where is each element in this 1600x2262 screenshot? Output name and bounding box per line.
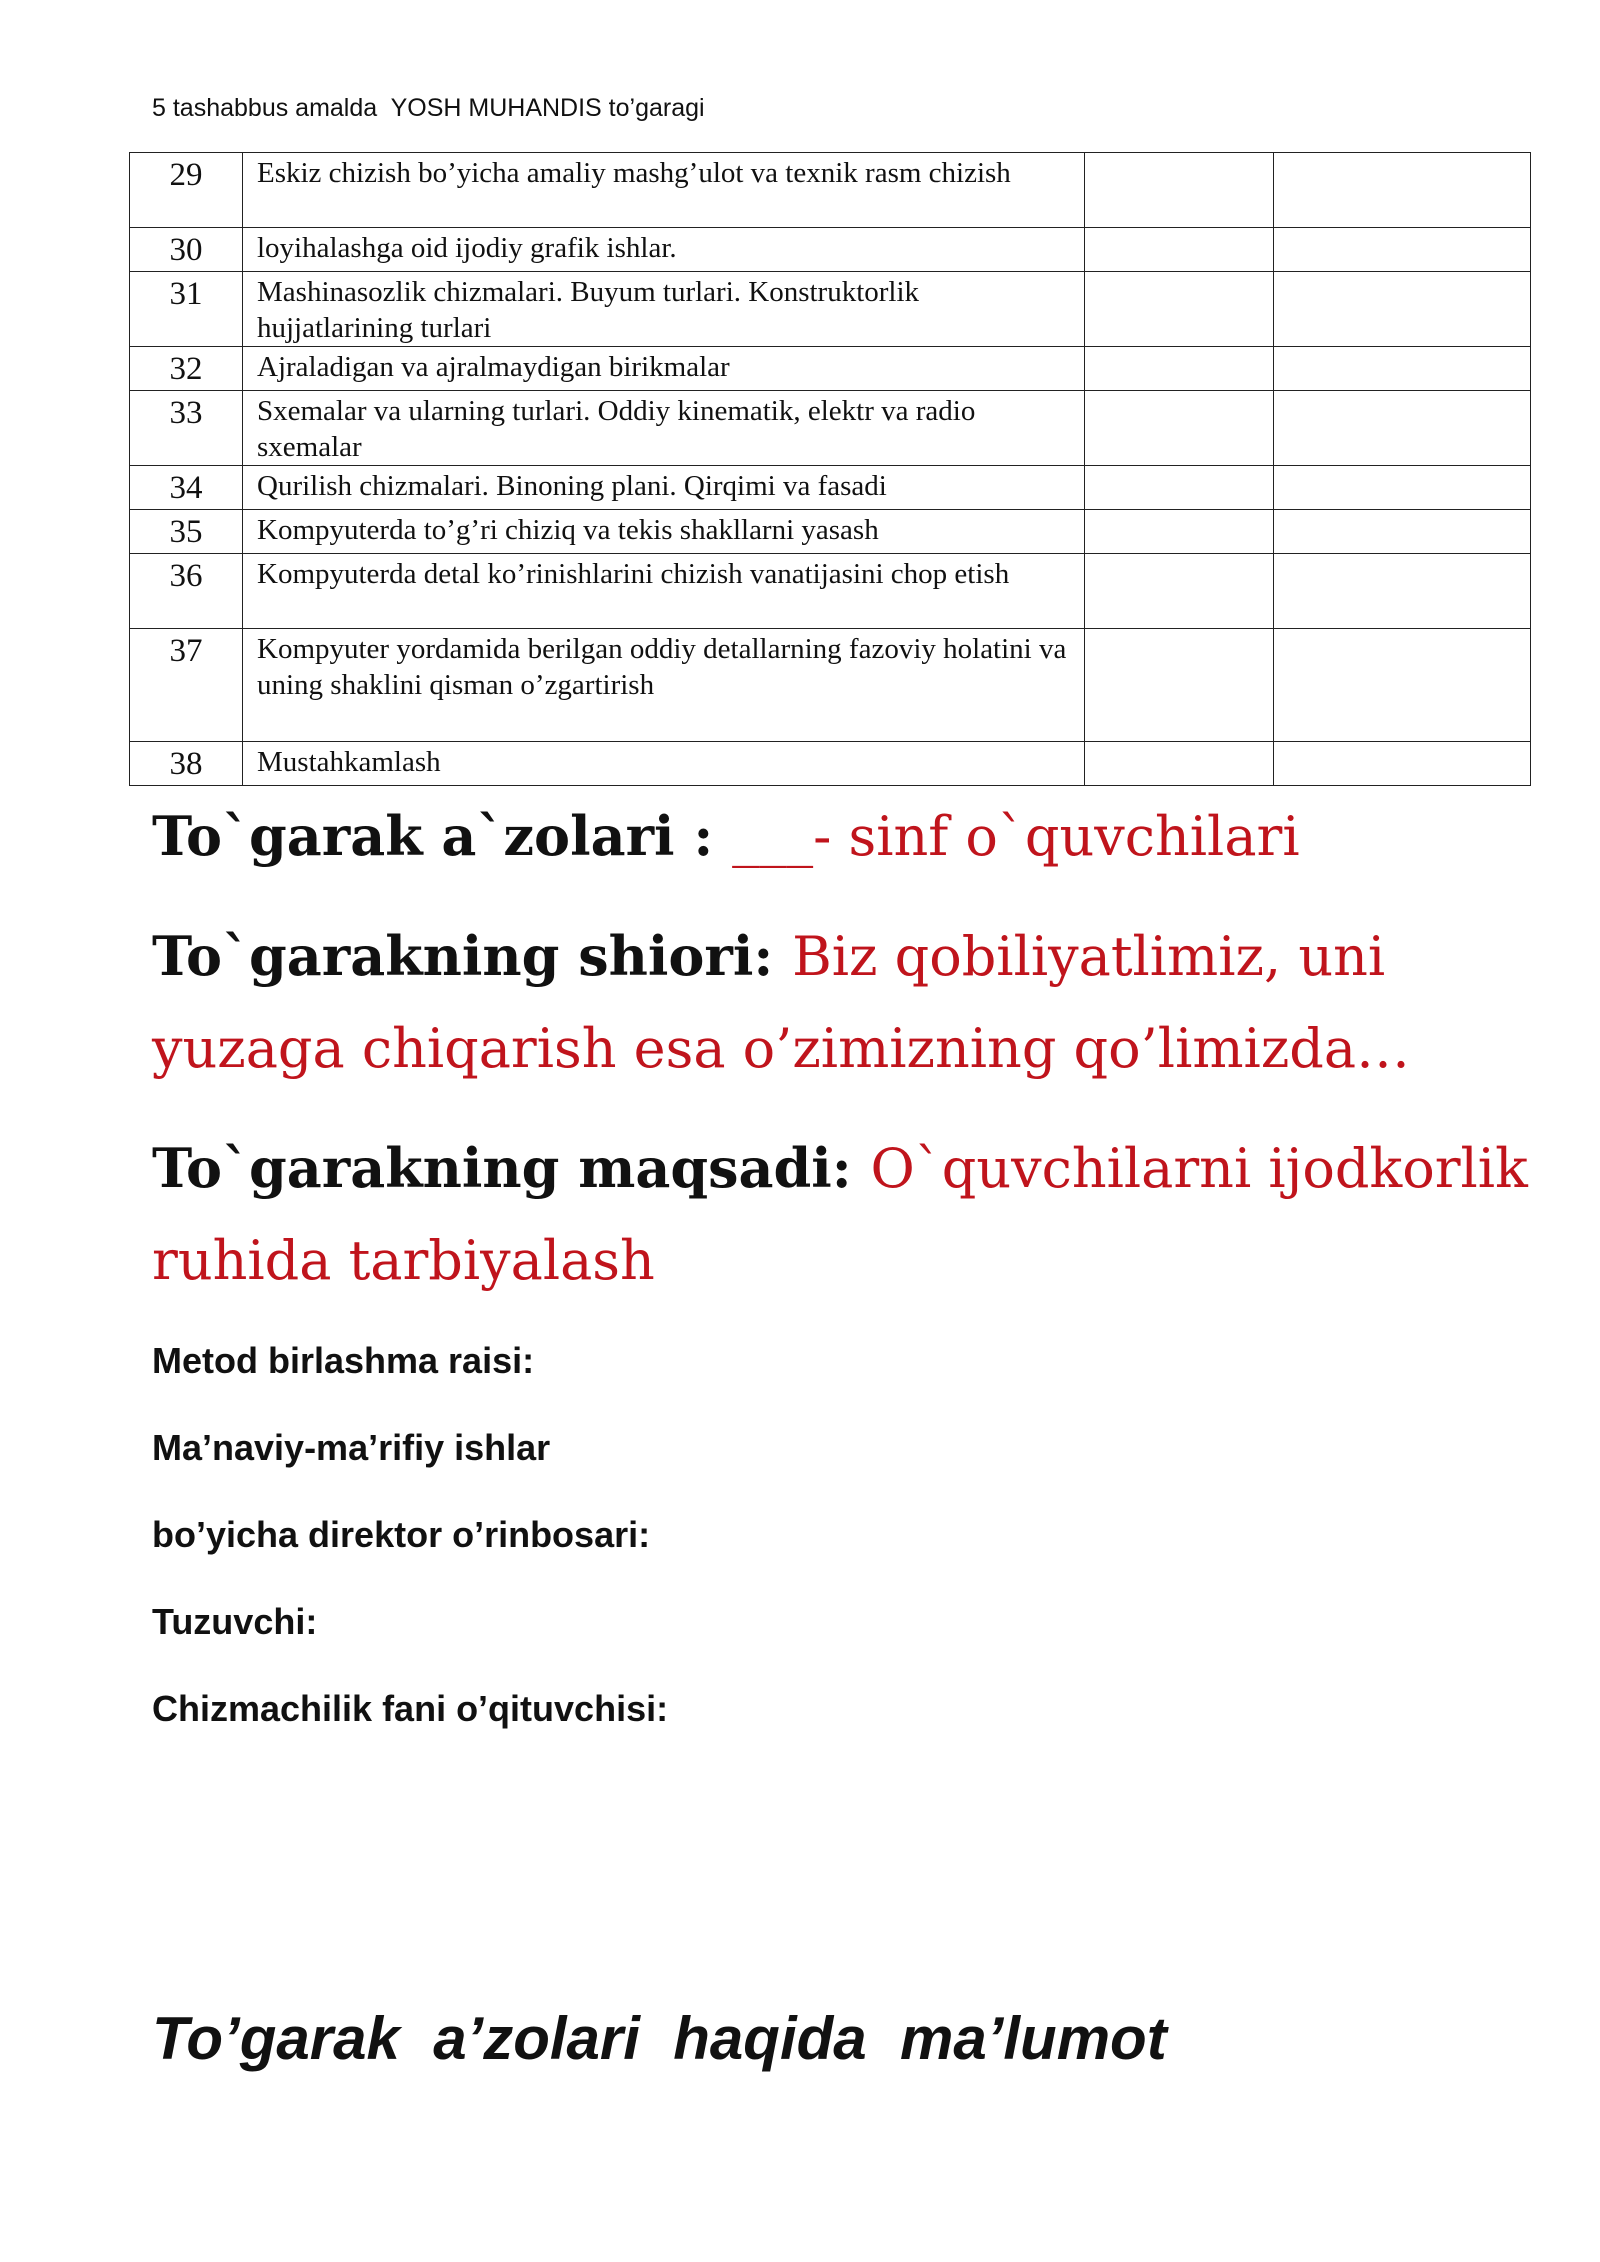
row-number: 30 [130, 228, 243, 272]
row-number: 34 [130, 466, 243, 510]
goal-line-2 [152, 1215, 1552, 1307]
deputy-label-line-2: bo’yicha direktor o’rinbosari: [152, 1514, 651, 1555]
teacher-label: Chizmachilik fani o’qituvchisi: [152, 1688, 669, 1729]
goal-value-1: O`quvchilarni ijodkorlik [870, 1137, 1528, 1200]
method-chair-label: Metod birlashma raisi: [152, 1340, 535, 1381]
page-header: 5 tashabbus amalda YOSH MUHANDIS to’garagi [152, 94, 705, 122]
empty-cell [1085, 510, 1274, 554]
row-number: 29 [130, 153, 243, 228]
deputy-label-line-1: Ma’naviy-ma’rifiy ishlar [152, 1427, 551, 1468]
members-value: ___- sinf o`quvchilari [732, 805, 1300, 868]
motto-line-2 [152, 1003, 1552, 1095]
compiler-label: Tuzuvchi: [152, 1601, 318, 1642]
row-topic: Ajraladigan va ajralmaydigan birikmalar [243, 347, 1085, 391]
row-topic: Sxemalar va ularning turlari. Oddiy kinematik, elektr va radio sxemalar [243, 391, 1085, 466]
motto-line-1 [152, 910, 1552, 1003]
row-number: 36 [130, 554, 243, 629]
empty-cell [1274, 272, 1531, 347]
table-row [130, 629, 1531, 742]
members-line [152, 790, 1552, 883]
empty-cell [1085, 466, 1274, 510]
empty-cell [1274, 510, 1531, 554]
row-topic: Mustahkamlash [243, 742, 1085, 786]
empty-cell [1274, 629, 1531, 742]
motto-value-2: yuzaga chiqarish esa o’zimizning qo’limizda… [152, 1017, 1411, 1080]
row-topic: Eskiz chizish bo’yicha amaliy mashg’ulot va texnik rasm chizish [243, 153, 1085, 228]
members-section [152, 790, 1552, 883]
goal-label: To`garakning maqsadi: [152, 1136, 871, 1200]
empty-cell [1274, 391, 1531, 466]
empty-cell [1274, 153, 1531, 228]
members-label: To`garak a`zolari : [152, 804, 733, 868]
motto-label: To`garakning shiori: [152, 924, 793, 988]
goal-line-1 [152, 1122, 1552, 1215]
empty-cell [1274, 742, 1531, 786]
empty-cell [1085, 391, 1274, 466]
motto-value-1: Biz qobiliyatlimiz, uni [792, 925, 1386, 988]
goal-section [152, 1122, 1552, 1307]
row-topic: Kompyuterda detal ko’rinishlarini chizish vanatijasini chop etish [243, 554, 1085, 629]
lesson-table [129, 152, 1531, 786]
empty-cell [1274, 554, 1531, 629]
empty-cell [1085, 742, 1274, 786]
table-row [130, 153, 1531, 228]
goal-value-2: ruhida tarbiyalash [152, 1229, 655, 1292]
row-number: 38 [130, 742, 243, 786]
row-topic: Qurilish chizmalari. Binoning plani. Qirqimi va fasadi [243, 466, 1085, 510]
row-number: 32 [130, 347, 243, 391]
empty-cell [1274, 466, 1531, 510]
empty-cell [1085, 554, 1274, 629]
table-row [130, 391, 1531, 466]
empty-cell [1274, 228, 1531, 272]
table-row [130, 466, 1531, 510]
row-number: 33 [130, 391, 243, 466]
row-topic: loyihalashga oid ijodiy grafik ishlar. [243, 228, 1085, 272]
footer-title: To’garak a’zolari haqida ma’lumot [152, 2005, 1167, 2072]
row-topic: Kompyuter yordamida berilgan oddiy detallarning fazoviy holatini va uning shaklini qisman o’zgartirish [243, 629, 1085, 742]
empty-cell [1085, 153, 1274, 228]
empty-cell [1085, 347, 1274, 391]
empty-cell [1085, 228, 1274, 272]
table-row [130, 272, 1531, 347]
table-row [130, 510, 1531, 554]
row-topic: Mashinasozlik chizmalari. Buyum turlari. Konstruktorlik hujjatlarining turlari [243, 272, 1085, 347]
empty-cell [1085, 629, 1274, 742]
empty-cell [1085, 272, 1274, 347]
row-number: 31 [130, 272, 243, 347]
row-topic: Kompyuterda to’g’ri chiziq va tekis shakllarni yasash [243, 510, 1085, 554]
empty-cell [1274, 347, 1531, 391]
table-row [130, 228, 1531, 272]
table-row [130, 347, 1531, 391]
table-row [130, 742, 1531, 786]
motto-section [152, 910, 1552, 1095]
table-row [130, 554, 1531, 629]
row-number: 37 [130, 629, 243, 742]
row-number: 35 [130, 510, 243, 554]
